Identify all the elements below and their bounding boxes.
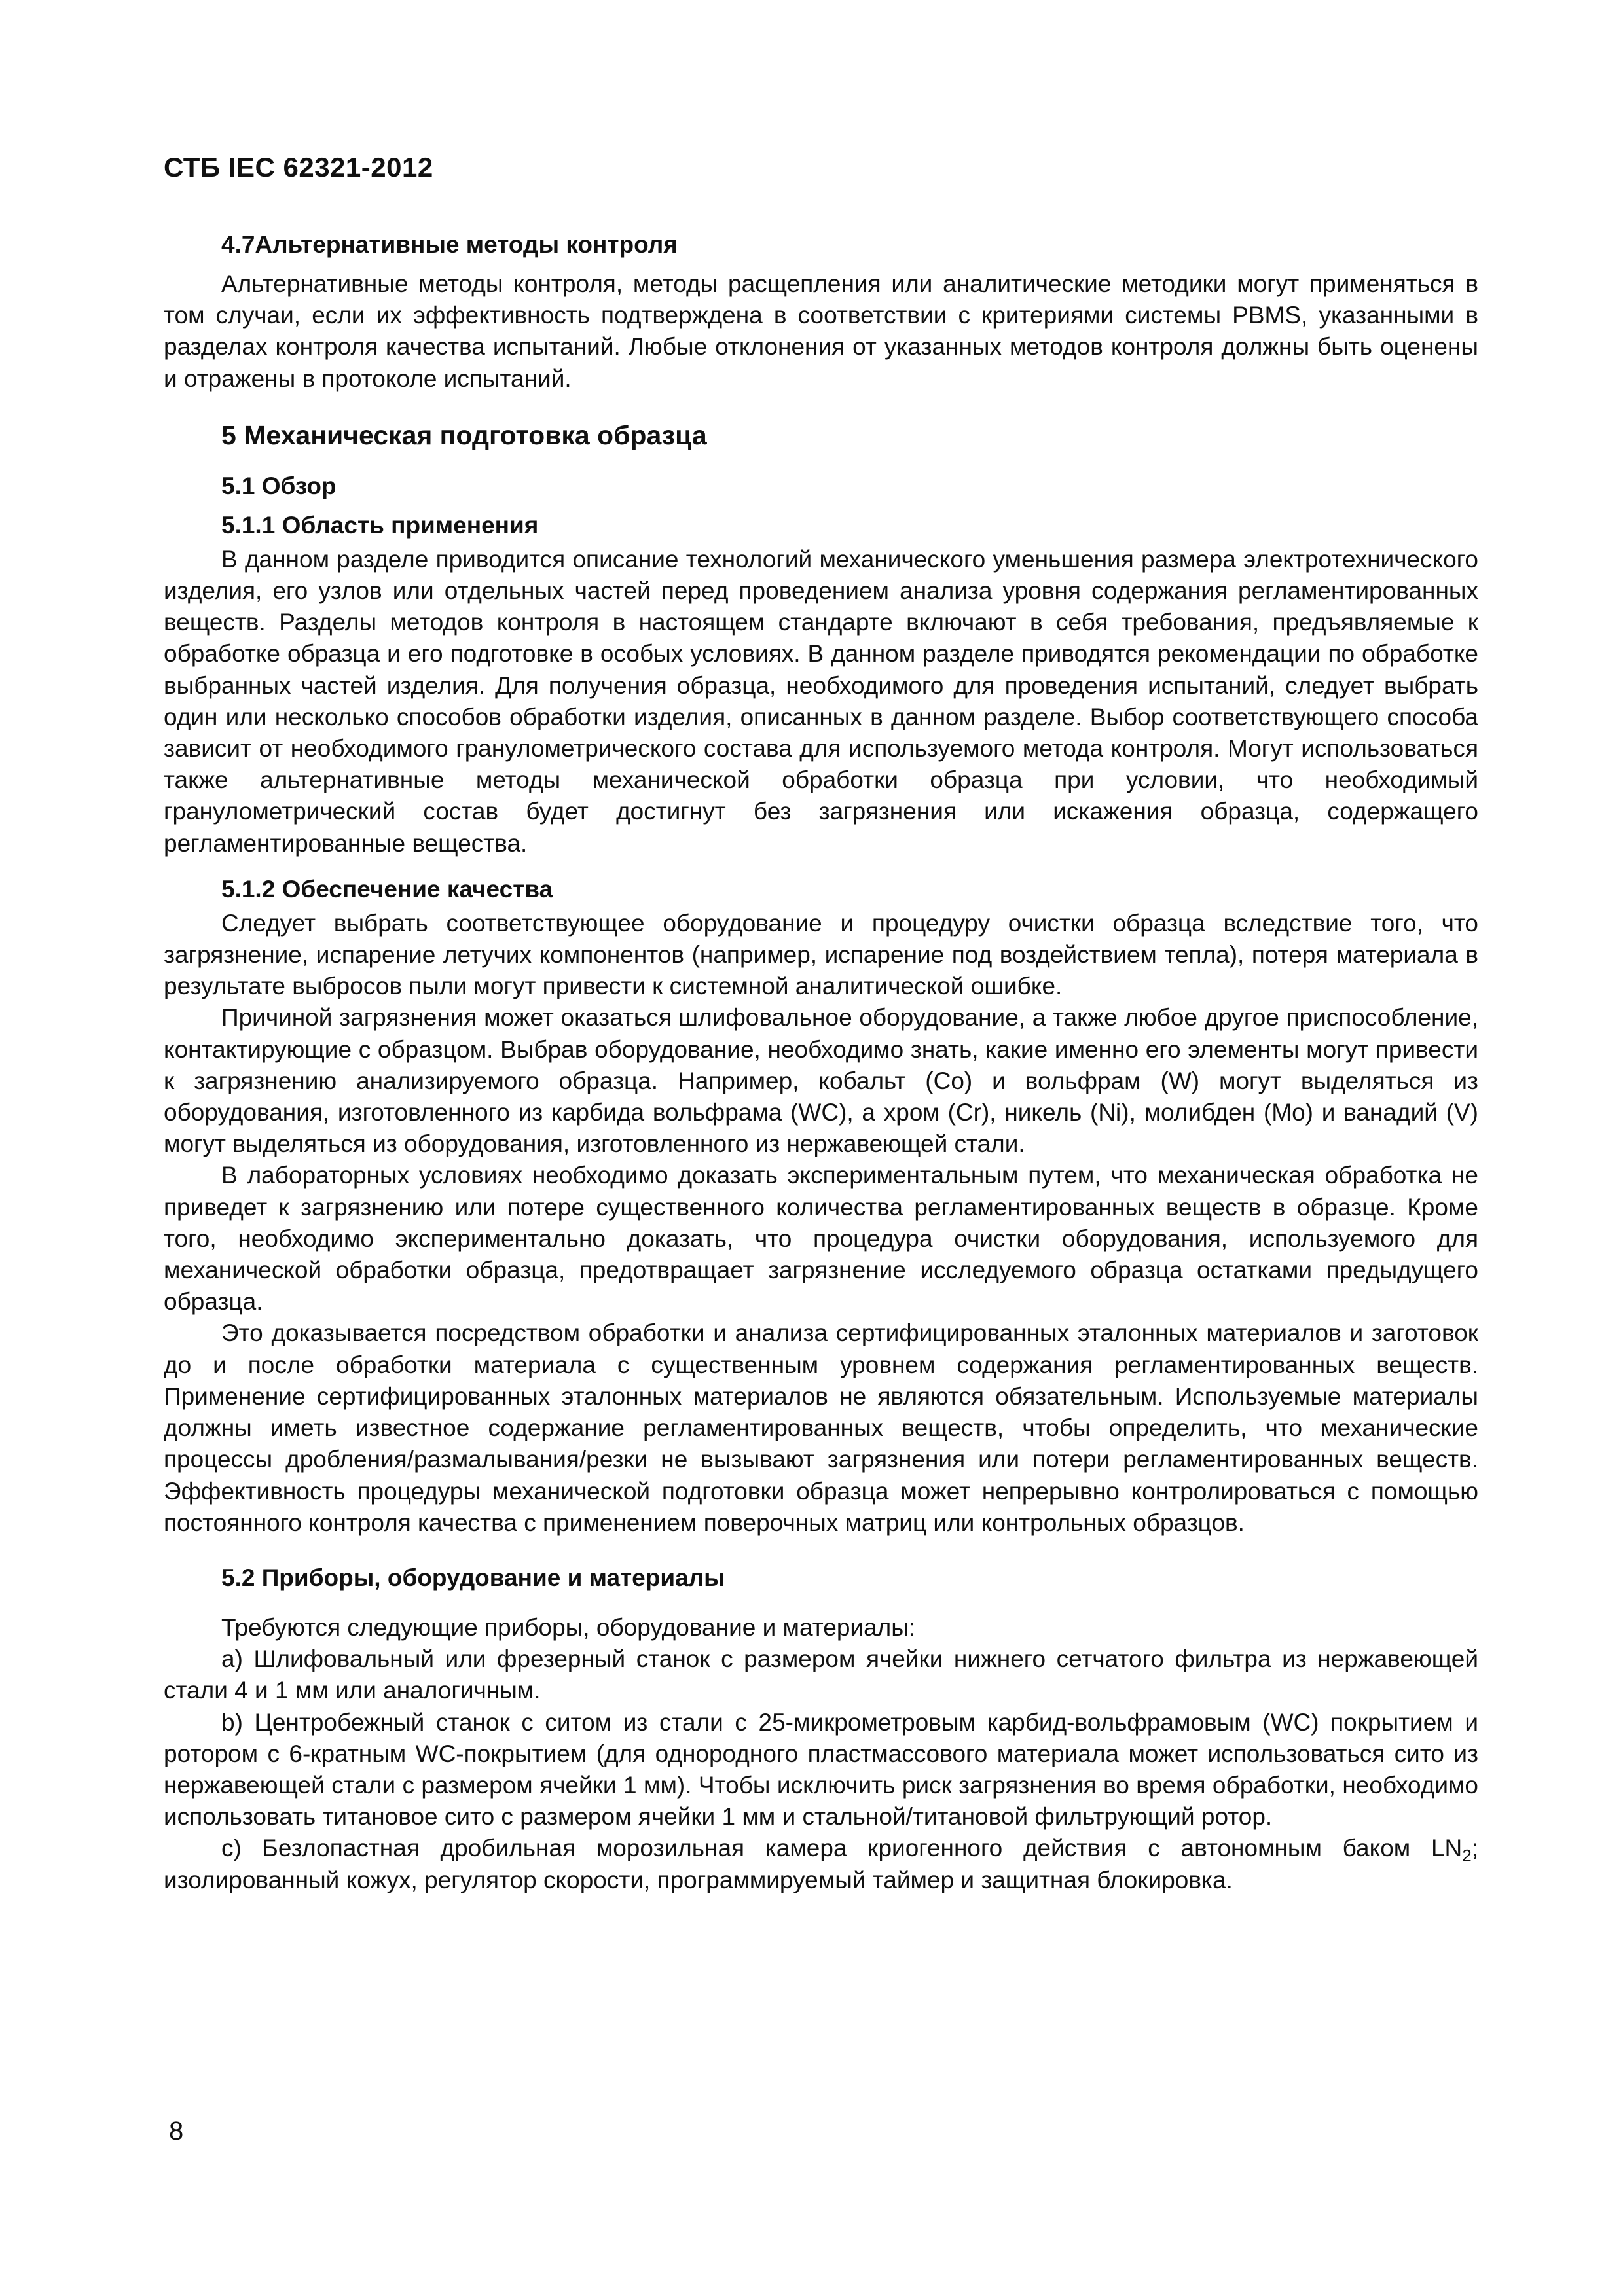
section-5-2-body (164, 1612, 1478, 1896)
page-number: 8 (169, 2117, 184, 2145)
page-content (164, 229, 1478, 1896)
paragraph: Причиной загрязнения может оказаться шлифовальное оборудование, а также любое другое приспособление, контактирующие с образцом. Выбрав оборудование, необходимо знать, какие именно его элементы могут привести к загрязнению анализируемого образца. Например, кобальт (Co) и вольфрам (W) могут выделяться из оборудования, изготовленного из карбида вольфрама (WC), а хром (Cr), никель (Ni), молибден (Mo) и ванадий (V) могут выделяться из оборудования, изготовленного из нержавеющей стали. (164, 1004, 1478, 1158)
list-item-text: ; изолированный кожух, регулятор скорости, программируемый таймер и защитная блокировка. (164, 1835, 1478, 1893)
list-item: а) Шлифовальный или фрезерный станок с размером ячейки нижнего сетчатого фильтра из нержавеющей стали 4 и 1 мм или аналогичным. (164, 1645, 1478, 1704)
section-4-7-title: 4.7Альтернативные методы контроля (221, 231, 678, 258)
section-5-1-2-body (164, 908, 1478, 1539)
paragraph: Следует выбрать соответствующее оборудование и процедуру очистки образца вследствие того, что загрязнение, испарение летучих компонентов (например, испарение под воздействием тепла), потеря материала в результате выбросов пыли могут привести к системной аналитической ошибке. (164, 909, 1478, 1000)
paragraph: В данном разделе приводится описание технологий механического уменьшения размера электротехнического изделия, его узлов или отдельных частей перед проведением анализа уровня содержания регламентированных веществ. Разделы методов контроля в настоящем стандарте включают в себя требования, предъявляемые к обработке образца и его подготовке в особых условиях. В данном разделе приводятся рекомендации по обработке выбранных частей изделия. Для получения образца, необходимого для проведения испытаний, следует выбрать один или несколько способов обработки изделия, описанных в данном разделе. Выбор соответствующего способа зависит от необходимого гранулометрического состава для используемого метода контроля. Могут использоваться также альтернативные методы механической обработки образца при условии, что необходимый гранулометрический состав будет достигнут без загрязнения или искажения образца, содержащего регламентированные вещества. (164, 545, 1478, 857)
paragraph: Альтернативные методы контроля, методы расщепления или аналитические методики могут применяться в том случаи, если их эффективность подтверждена в соответствии с критериями системы PBMS, указанными в разделах контроля качества испытаний. Любые отклонения от указанных методов контроля должны быть оценены и отражены в протоколе испытаний. (164, 270, 1478, 392)
section-5-title: 5 Механическая подготовка образца (221, 420, 707, 450)
list-item (164, 1833, 1478, 1895)
paragraph: Требуются следующие приборы, оборудование и материалы: (221, 1613, 916, 1641)
section-5-2-title: 5.2 Приборы, оборудование и материалы (221, 1564, 725, 1591)
section-5-1-2-title: 5.1.2 Обеспечение качества (221, 875, 553, 903)
paragraph: В лабораторных условиях необходимо доказать экспериментальным путем, что механическая обработка не приведет к загрязнению или потере существенного количества регламентированных веществ в образце. Кроме того, необходимо экспериментально доказать, что процедура очистки оборудования, используемого для механической обработки образца, предотвращает загрязнение исследуемого образца остатками предыдущего образца. (164, 1162, 1478, 1316)
section-4-7-body (164, 268, 1478, 395)
section-5-1-1-title: 5.1.1 Область применения (221, 511, 539, 539)
standard-code: СТБ IEC 62321-2012 (164, 152, 433, 183)
paragraph: Это доказывается посредством обработки и анализа сертифицированных эталонных материалов и заготовок до и после обработки материала с существенным уровнем содержания регламентированных веществ. Применение сертифицированных эталонных материалов не являются обязательным. Используемые материалы должны иметь известное содержание регламентированных веществ, чтобы определить, что механические процессы дробления/размалывания/резки не вызывают загрязнения или потери регламентированных веществ. Эффективность процедуры механической подготовки образца может непрерывно контролироваться с помощью постоянного контроля качества с применением поверочных матриц или контрольных образцов. (164, 1319, 1478, 1536)
section-5-1-1-body (164, 544, 1478, 859)
list-item: b) Центробежный станок с ситом из стали с 25-микрометровым карбид-вольфрамовым (WC) покрытием и ротором с 6-кратным WC-покрытием (для однородного пластмассового материала может использоваться сито из нержавеющей стали с размером ячейки 1 мм). Чтобы исключить риск загрязнения во время обработки, необходимо использовать титановое сито с размером ячейки 1 мм и стальной/титановой фильтрующий ротор. (164, 1708, 1478, 1831)
section-5-1-title: 5.1 Обзор (221, 472, 337, 499)
subscript: 2 (1462, 1846, 1472, 1866)
list-item-text: c) Безлопастная дробильная морозильная камера криогенного действия с автономным баком LN (221, 1835, 1463, 1862)
